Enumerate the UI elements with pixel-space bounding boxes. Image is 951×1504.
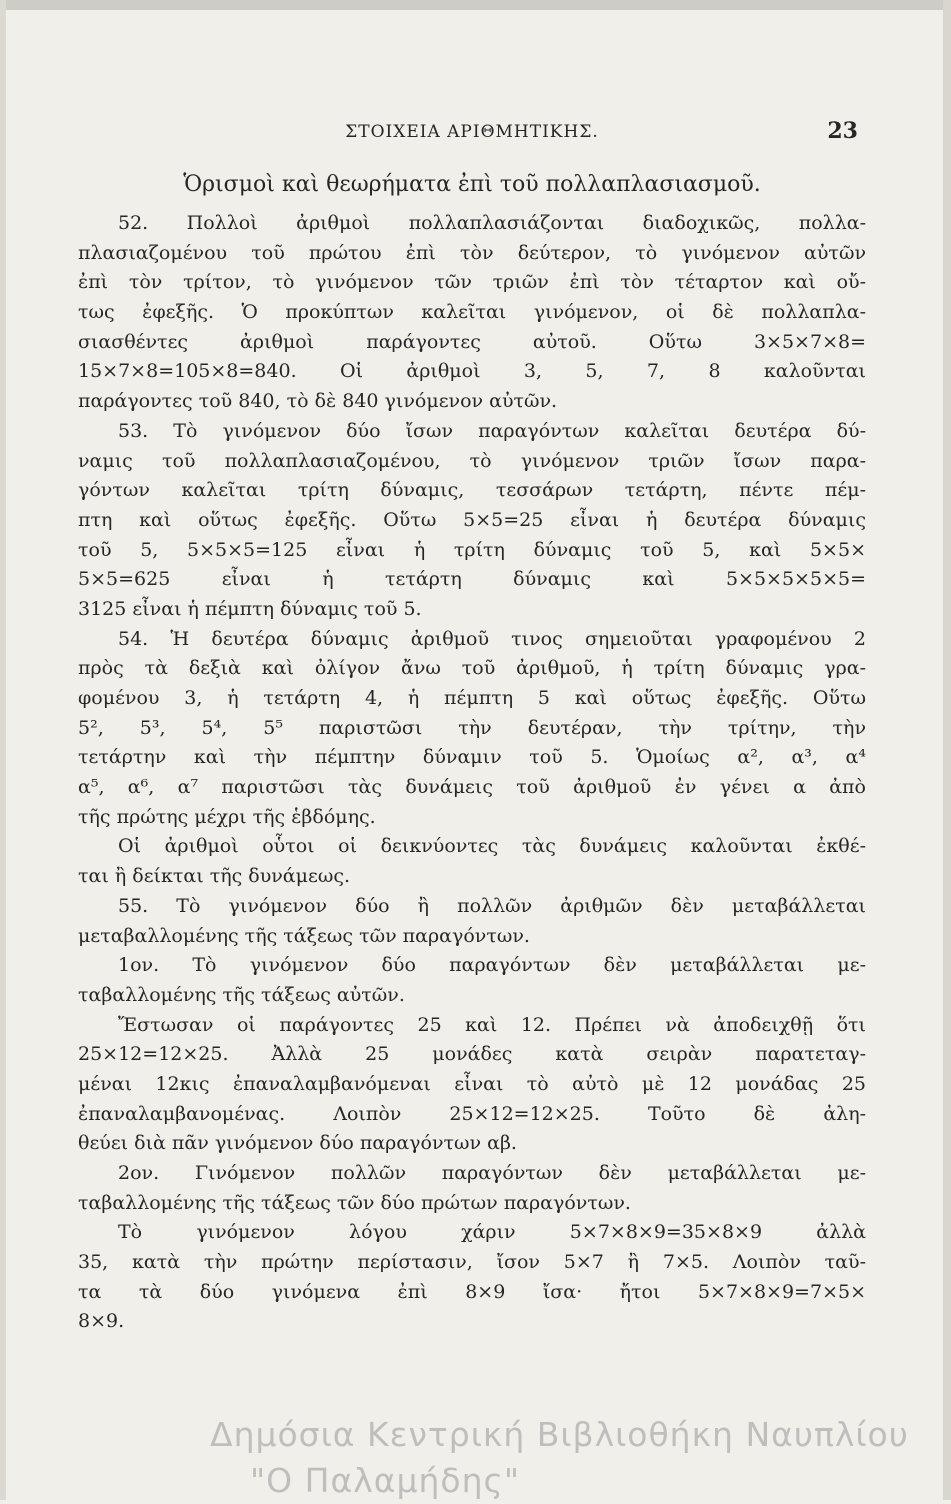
page-header [78,118,866,150]
text-line: 54. Ἡ δευτέρα δύναμις ἀριθμοῦ τινος σημειοῦται γραφομένου 2 [118,627,866,650]
text-line: Τὸ γινόμενον λόγου χάριν 5×7×8×9=35×8×9 ἀλλὰ [118,1221,866,1244]
text-line: ταβαλλομένης τῆς τάξεως αὐτῶν. [78,983,405,1006]
text-line: πρὸς τὰ δεξιὰ καὶ ὀλίγον ἄνω τοῦ ἀριθμοῦ, ἡ τρίτη δύναμις γρα- [78,657,866,680]
text-line: θεύει διὰ πᾶν γινόμενον δύο παραγόντων αβ. [78,1132,517,1155]
body-text [78,209,866,1337]
text-line: μεταβαλλομένης τῆς τάξεως τῶν παραγόντων. [78,924,530,947]
book-page [78,118,866,1337]
text-line: 5², 5³, 5⁴, 5⁵ παριστῶσι τὴν δευτέραν, τὴν τρίτην, τὴν [78,716,866,739]
text-line: 15×7×8=105×8=840. Οἱ ἀριθμοὶ 3, 5, 7, 8 καλοῦνται [78,360,866,383]
text-line: 3125 εἶναι ἡ πέμπτη δύναμις τοῦ 5. [78,597,422,620]
text-line: γόντων καλεῖται τρίτη δύναμις, τεσσάρων τετάρτη, πέντε πέμ- [78,479,866,502]
text-line: ται ἢ δείκται τῆς δυνάμεως. [78,865,351,888]
text-line: παράγοντες τοῦ 840, τὸ δὲ 840 γινόμενον αὐτῶν. [78,390,558,413]
text-line: ἐπὶ τὸν τρίτον, τὸ γινόμενον τῶν τριῶν ἐπὶ τὸν τέταρτον καὶ οὔ- [78,271,866,294]
text-line: 2ον. Γινόμενον πολλῶν παραγόντων δὲν μεταβάλλεται με- [118,1162,866,1184]
text-line: πλασιαζομένου τοῦ πρώτου ἐπὶ τὸν δεύτερον, τὸ γινόμενον αὐτῶν [78,241,866,264]
text-line: Οἱ ἀριθμοὶ οὗτοι οἱ δεικνύοντες τὰς δυνάμεις καλοῦνται ἐκθέ- [118,835,866,858]
page-number: 23 [827,118,858,144]
text-line: ναμις τοῦ πολλαπλασιαζομένου, τὸ γινόμενον τριῶν ἴσων παρα- [78,449,866,472]
text-line: μέναι 12κις ἐπαναλαμβανόμεναι εἶναι τὸ αὐτὸ μὲ 12 μονάδας 25 [78,1072,866,1095]
text-line: 35, κατὰ τὴν πρώτην περίστασιν, ἴσον 5×7 ἢ 7×5. Λοιπὸν ταῦ- [78,1251,866,1274]
text-line: 5×5=625 εἶναι ἡ τετάρτη δύναμις καὶ 5×5×5×5×5= [78,568,866,591]
text-line: τῆς πρώτης μέχρι τῆς ἑβδόμης. [78,805,376,828]
text-line: φομένου 3, ἡ τετάρτη 4, ἡ πέμπτη 5 καὶ οὕτως ἐφεξῆς. Οὕτω [78,687,866,709]
text-line: ταβαλλομένης τῆς τάξεως τῶν δύο πρώτων παραγόντων. [78,1191,631,1214]
text-line: 8×9. [78,1310,125,1333]
text-line: 1ον. Τὸ γινόμενον δύο παραγόντων δὲν μεταβάλλεται με- [118,954,866,977]
section-title: Ὁρισμοὶ καὶ θεωρήματα ἐπὶ τοῦ πολλαπλασιασμοῦ. [183,172,761,197]
watermark-line-1: Δημόσια Κεντρική Βιβλιοθήκη Ναυπλίου [210,1415,909,1454]
text-line: ἐπαναλαμβανομένας. Λοιπὸν 25×12=12×25. Τοῦτο δὲ ἀλη- [78,1102,866,1125]
scan-left-edge [0,0,6,1500]
text-line: τετάρτην καὶ τὴν πέμπτην δύναμιν τοῦ 5. Ὁμοίως α², α³, α⁴ [78,746,866,769]
watermark-line-2: "Ο Παλαμήδης" [250,1461,521,1500]
text-line: Ἔστωσαν οἱ παράγοντες 25 καὶ 12. Πρέπει νὰ ἀποδειχθῇ ὅτι [118,1013,866,1036]
library-watermark [210,1412,950,1504]
scan-top-border [0,0,951,10]
text-line: 25×12=12×25. Ἀλλὰ 25 μονάδες κατὰ σειρὰν παρατεταγ- [78,1043,866,1066]
text-line: τοῦ 5, 5×5×5=125 εἶναι ἡ τρίτη δύναμις τοῦ 5, καὶ 5×5× [78,538,866,561]
text-line: 52. Πολλοὶ ἀριθμοὶ πολλαπλασιάζονται διαδοχικῶς, πολλα- [118,212,866,234]
text-line: 55. Τὸ γινόμενον δύο ἢ πολλῶν ἀριθμῶν δὲν μεταβάλλεται [118,894,866,917]
text-line: 53. Τὸ γινόμενον δύο ἴσων παραγόντων καλεῖται δευτέρα δύ- [118,419,866,442]
running-title: ΣΤΟΙΧΕΙΑ ΑΡΙΘΜΗΤΙΚΗΣ. [345,122,599,142]
text-line: τα τὰ δύο γινόμενα ἐπὶ 8×9 ἴσα· ἤτοι 5×7×8×9=7×5× [78,1280,866,1303]
scan-right-edge [943,0,951,1500]
text-line: πτη καὶ οὕτως ἐφεξῆς. Οὕτω 5×5=25 εἶναι ἡ δευτέρα δύναμις [78,508,866,531]
text-line: α⁵, α⁶, α⁷ παριστῶσι τὰς δυνάμεις τοῦ ἀριθμοῦ ἐν γένει α ἀπὸ [78,776,866,799]
text-line: τως ἐφεξῆς. Ὁ προκύπτων καλεῖται γινόμενον, οἱ δὲ πολλαπλα- [78,301,866,324]
text-line: σιασθέντες ἀριθμοὶ παράγοντες αὐτοῦ. Οὕτω 3×5×7×8= [78,330,866,353]
